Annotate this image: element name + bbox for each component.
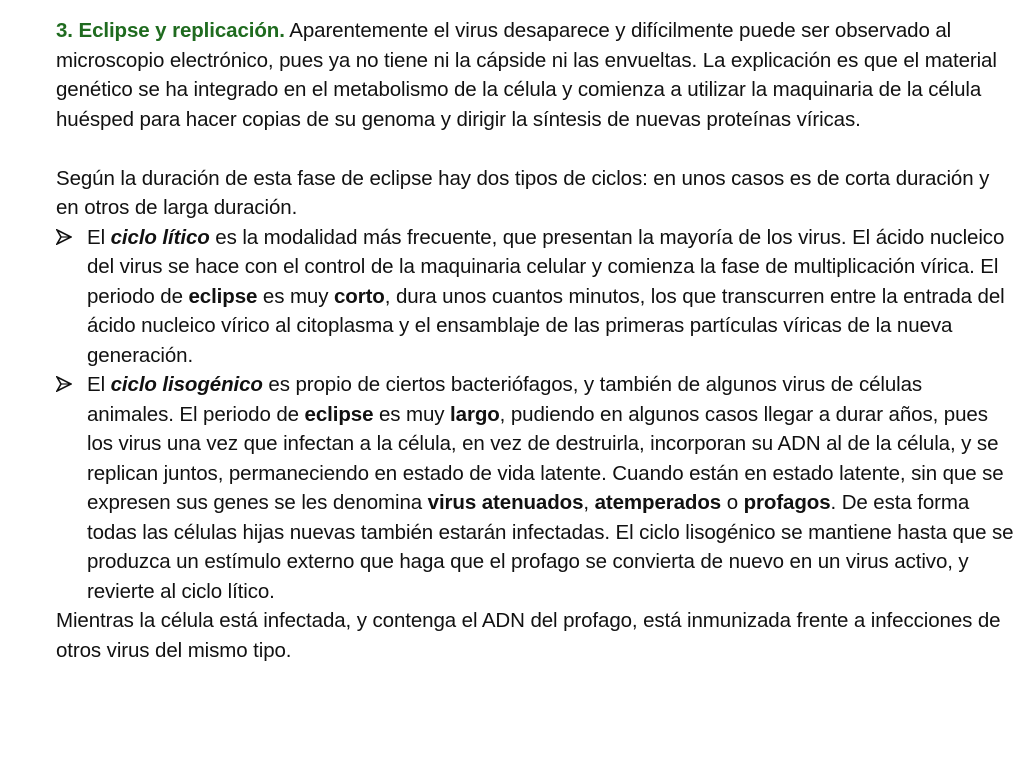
term-lytic-cycle: ciclo lítico xyxy=(110,225,210,249)
section-heading: 3. Eclipse y replicación. xyxy=(56,19,285,42)
slide-content xyxy=(56,16,1014,665)
closing-paragraph: Mientras la célula está infectada, y contenga el ADN del profago, está inmunizada frente a infecciones de otros virus del mismo tipo. xyxy=(56,609,1001,662)
paragraph-spacer xyxy=(56,134,1014,164)
cycles-intro-paragraph: Según la duración de esta fase de eclipse hay dos tipos de ciclos: en unos casos es de corta duración y en otros de larga duración. xyxy=(56,166,990,219)
bullet-item-lytic-cycle: El ciclo lítico es la modalidad más frecuente, que presentan la mayoría de los virus. El ácido nucleico del virus se hace con el control de la maquinaria celular y comienza la fase de multiplicación vírica. El periodo de eclipse es muy corto, dura unos cuantos minutos, los que transcurren entre la entrada del ácido nucleico vírico al citoplasma y el ensamblaje de las primeras partículas víricas de la nueva generación. xyxy=(56,223,1014,371)
bold-short: corto xyxy=(333,284,385,308)
bold-eclipse: eclipse xyxy=(304,402,374,426)
bold-eclipse: eclipse xyxy=(188,284,258,308)
section-intro-text: Aparentemente el virus desaparece y difícilmente puede ser observado al microscopio electrónico, pues ya no tiene ni la cápside ni las envueltas. La explicación es que el material genético se ha integrado en el metabolismo de la célula y comienza a utilizar la maquinaria de la célula huésped para hacer copias de su genoma y dirigir la síntesis de nuevas proteínas víricas. xyxy=(56,19,997,131)
term-lysogenic-cycle: ciclo lisogénico xyxy=(110,373,263,396)
bold-attenuated-virus: virus atenuados xyxy=(427,491,584,514)
section-paragraph xyxy=(56,16,1014,134)
bullet-item-lysogenic-cycle: El ciclo lisogénico es propio de ciertos bacteriófagos, y también de algunos virus de células animales. El periodo de eclipse es muy largo, pudiendo en algunos casos llegar a durar años, pues los virus una vez que infectan a la célula, en vez de destruirla, incorporan su ADN al de la célula, y se replican juntos, permaneciendo en estado de vida latente. Cuando están en estado latente, sin que se expresen sus genes se les denomina virus atenuados, atemperados o profagos. De esta forma todas las células hijas nuevas también estarán infectadas. El ciclo lisogénico se mantiene hasta que se produzca un estímulo externo que haga que el profago se convierta de nuevo en un virus activo, y revierte al ciclo lítico. xyxy=(56,370,1014,606)
arrowhead-bullet-icon xyxy=(56,229,72,245)
bold-long: largo xyxy=(450,402,500,426)
bold-tempered: atemperados xyxy=(594,491,722,514)
arrowhead-bullet-icon xyxy=(56,376,72,392)
bold-prophages: profagos xyxy=(743,491,831,514)
